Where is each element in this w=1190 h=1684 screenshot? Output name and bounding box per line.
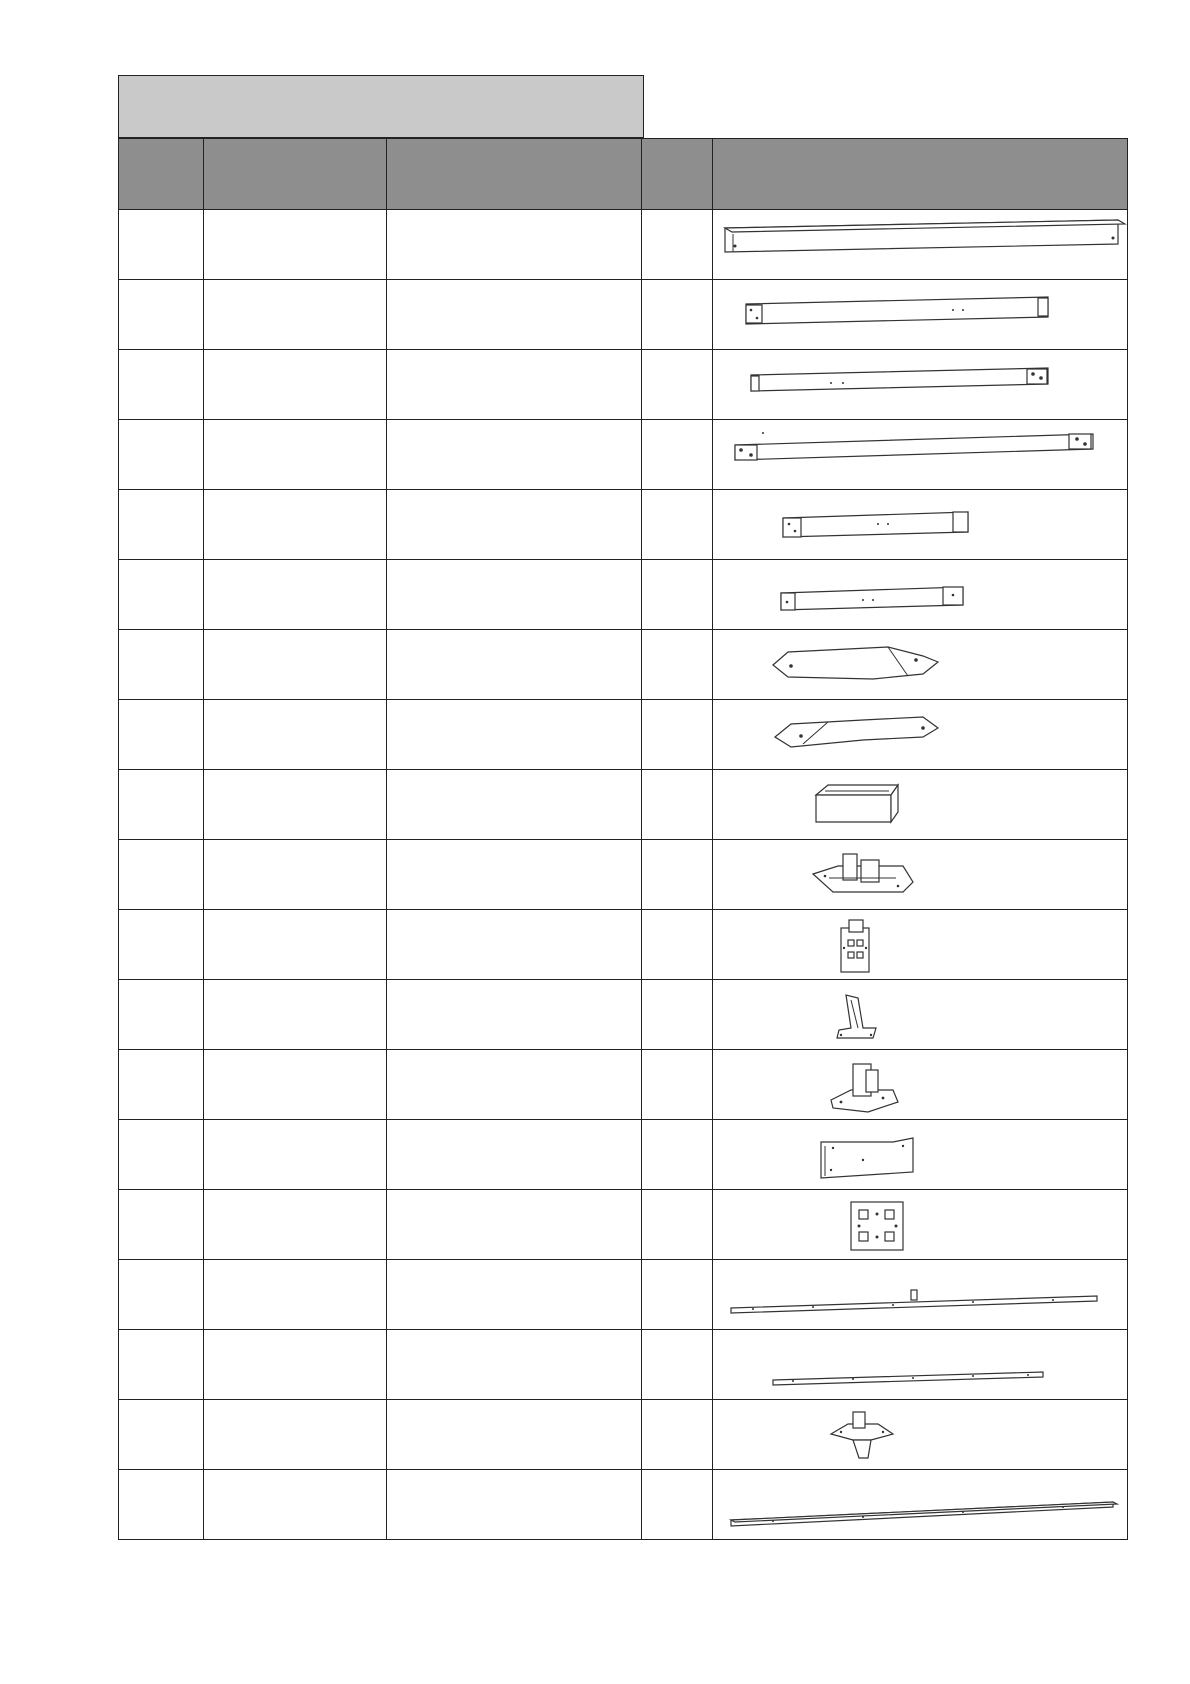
medium-rail-icon bbox=[713, 1330, 1127, 1399]
part-number bbox=[119, 840, 204, 910]
part-spec bbox=[387, 910, 642, 980]
part-quantity bbox=[642, 210, 713, 280]
part-quantity bbox=[642, 1470, 713, 1540]
part-number bbox=[119, 700, 204, 770]
part-number bbox=[119, 1400, 204, 1470]
part-quantity bbox=[642, 1190, 713, 1260]
part-number bbox=[119, 1190, 204, 1260]
long-rail-icon bbox=[713, 1260, 1127, 1329]
part-picture bbox=[712, 700, 1127, 770]
part-picture bbox=[712, 1470, 1127, 1540]
part-picture bbox=[712, 1120, 1127, 1190]
part-number bbox=[119, 210, 204, 280]
header-spec bbox=[387, 139, 642, 210]
part-picture bbox=[712, 980, 1127, 1050]
part-spec bbox=[387, 1330, 642, 1400]
rect-tube-beam-icon bbox=[713, 280, 1127, 349]
channel-plate-icon bbox=[713, 1120, 1127, 1189]
part-spec bbox=[387, 1260, 642, 1330]
part-name bbox=[203, 1260, 386, 1330]
part-spec bbox=[387, 350, 642, 420]
part-name bbox=[203, 350, 386, 420]
table-row bbox=[119, 490, 1128, 560]
table-row bbox=[119, 630, 1128, 700]
part-number bbox=[119, 980, 204, 1050]
part-spec bbox=[387, 1400, 642, 1470]
part-number bbox=[119, 350, 204, 420]
part-picture bbox=[712, 490, 1127, 560]
part-picture bbox=[712, 350, 1127, 420]
part-name bbox=[203, 420, 386, 490]
part-name bbox=[203, 980, 386, 1050]
part-spec bbox=[387, 770, 642, 840]
part-picture bbox=[712, 1260, 1127, 1330]
part-spec bbox=[387, 1470, 642, 1540]
square-plate-icon bbox=[713, 1190, 1127, 1259]
table-row bbox=[119, 1400, 1128, 1470]
part-picture bbox=[712, 210, 1127, 280]
part-name bbox=[203, 1330, 386, 1400]
angled-brace-icon bbox=[713, 630, 1127, 699]
flat-bar-icon bbox=[713, 420, 1127, 489]
part-picture bbox=[712, 1330, 1127, 1400]
part-name bbox=[203, 560, 386, 630]
part-number bbox=[119, 630, 204, 700]
foot-bracket-icon bbox=[713, 980, 1127, 1049]
table-row bbox=[119, 350, 1128, 420]
long-box-beam-icon bbox=[713, 210, 1127, 279]
part-picture bbox=[712, 560, 1127, 630]
header-name bbox=[203, 139, 386, 210]
part-quantity bbox=[642, 1400, 713, 1470]
base-box-icon bbox=[713, 770, 1127, 839]
post-anchor-icon bbox=[713, 1050, 1127, 1119]
header-row bbox=[119, 139, 1128, 210]
short-tube-beam-icon bbox=[713, 490, 1127, 559]
part-picture bbox=[712, 840, 1127, 910]
part-quantity bbox=[642, 1120, 713, 1190]
part-name bbox=[203, 490, 386, 560]
part-name bbox=[203, 1120, 386, 1190]
part-number bbox=[119, 1470, 204, 1540]
base-bracket-icon bbox=[713, 840, 1127, 909]
part-number bbox=[119, 1260, 204, 1330]
part-number bbox=[119, 490, 204, 560]
part-spec bbox=[387, 420, 642, 490]
part-quantity bbox=[642, 700, 713, 770]
table-row bbox=[119, 1470, 1128, 1540]
part-picture bbox=[712, 420, 1127, 490]
title-bar bbox=[118, 75, 644, 138]
header-number bbox=[119, 139, 204, 210]
part-name bbox=[203, 1470, 386, 1540]
part-spec bbox=[387, 490, 642, 560]
part-quantity bbox=[642, 630, 713, 700]
part-name bbox=[203, 910, 386, 980]
table-row bbox=[119, 280, 1128, 350]
part-picture bbox=[712, 1190, 1127, 1260]
part-quantity bbox=[642, 420, 713, 490]
part-name bbox=[203, 630, 386, 700]
table-row bbox=[119, 1260, 1128, 1330]
part-number bbox=[119, 910, 204, 980]
part-spec bbox=[387, 980, 642, 1050]
table-row bbox=[119, 770, 1128, 840]
part-number bbox=[119, 770, 204, 840]
part-spec bbox=[387, 700, 642, 770]
part-quantity bbox=[642, 980, 713, 1050]
part-picture bbox=[712, 630, 1127, 700]
table-row bbox=[119, 700, 1128, 770]
part-name bbox=[203, 840, 386, 910]
part-name bbox=[203, 1190, 386, 1260]
part-name bbox=[203, 1400, 386, 1470]
part-spec bbox=[387, 840, 642, 910]
part-quantity bbox=[642, 490, 713, 560]
part-number bbox=[119, 1330, 204, 1400]
table-row bbox=[119, 1050, 1128, 1120]
table-row bbox=[119, 840, 1128, 910]
table-row bbox=[119, 420, 1128, 490]
part-quantity bbox=[642, 1260, 713, 1330]
part-picture bbox=[712, 1050, 1127, 1120]
table-row bbox=[119, 980, 1128, 1050]
part-number bbox=[119, 280, 204, 350]
part-name bbox=[203, 280, 386, 350]
header-qty bbox=[642, 139, 713, 210]
long-rail-icon bbox=[713, 1470, 1127, 1539]
part-name bbox=[203, 700, 386, 770]
part-picture bbox=[712, 910, 1127, 980]
part-name bbox=[203, 770, 386, 840]
short-tube-beam-icon bbox=[713, 560, 1127, 629]
part-number bbox=[119, 1050, 204, 1120]
part-spec bbox=[387, 1120, 642, 1190]
part-picture bbox=[712, 1400, 1127, 1470]
mounting-plate-icon bbox=[713, 910, 1127, 979]
part-quantity bbox=[642, 840, 713, 910]
corner-connector-icon bbox=[713, 1400, 1127, 1469]
part-name bbox=[203, 1050, 386, 1120]
part-quantity bbox=[642, 350, 713, 420]
table-row bbox=[119, 910, 1128, 980]
part-spec bbox=[387, 1190, 642, 1260]
table-row bbox=[119, 1120, 1128, 1190]
part-quantity bbox=[642, 280, 713, 350]
part-spec bbox=[387, 280, 642, 350]
part-number bbox=[119, 560, 204, 630]
table-row bbox=[119, 1330, 1128, 1400]
angled-brace-icon bbox=[713, 700, 1127, 769]
part-spec bbox=[387, 210, 642, 280]
part-spec bbox=[387, 630, 642, 700]
part-quantity bbox=[642, 770, 713, 840]
rect-tube-beam-icon bbox=[713, 350, 1127, 419]
part-number bbox=[119, 420, 204, 490]
table-row bbox=[119, 560, 1128, 630]
part-picture bbox=[712, 280, 1127, 350]
part-spec bbox=[387, 560, 642, 630]
part-number bbox=[119, 1120, 204, 1190]
header-picture bbox=[712, 139, 1127, 210]
part-picture bbox=[712, 770, 1127, 840]
part-spec bbox=[387, 1050, 642, 1120]
part-name bbox=[203, 210, 386, 280]
table-row bbox=[119, 210, 1128, 280]
table-row bbox=[119, 1190, 1128, 1260]
part-quantity bbox=[642, 1330, 713, 1400]
parts-table bbox=[118, 138, 1128, 1540]
part-quantity bbox=[642, 1050, 713, 1120]
part-quantity bbox=[642, 560, 713, 630]
part-quantity bbox=[642, 910, 713, 980]
